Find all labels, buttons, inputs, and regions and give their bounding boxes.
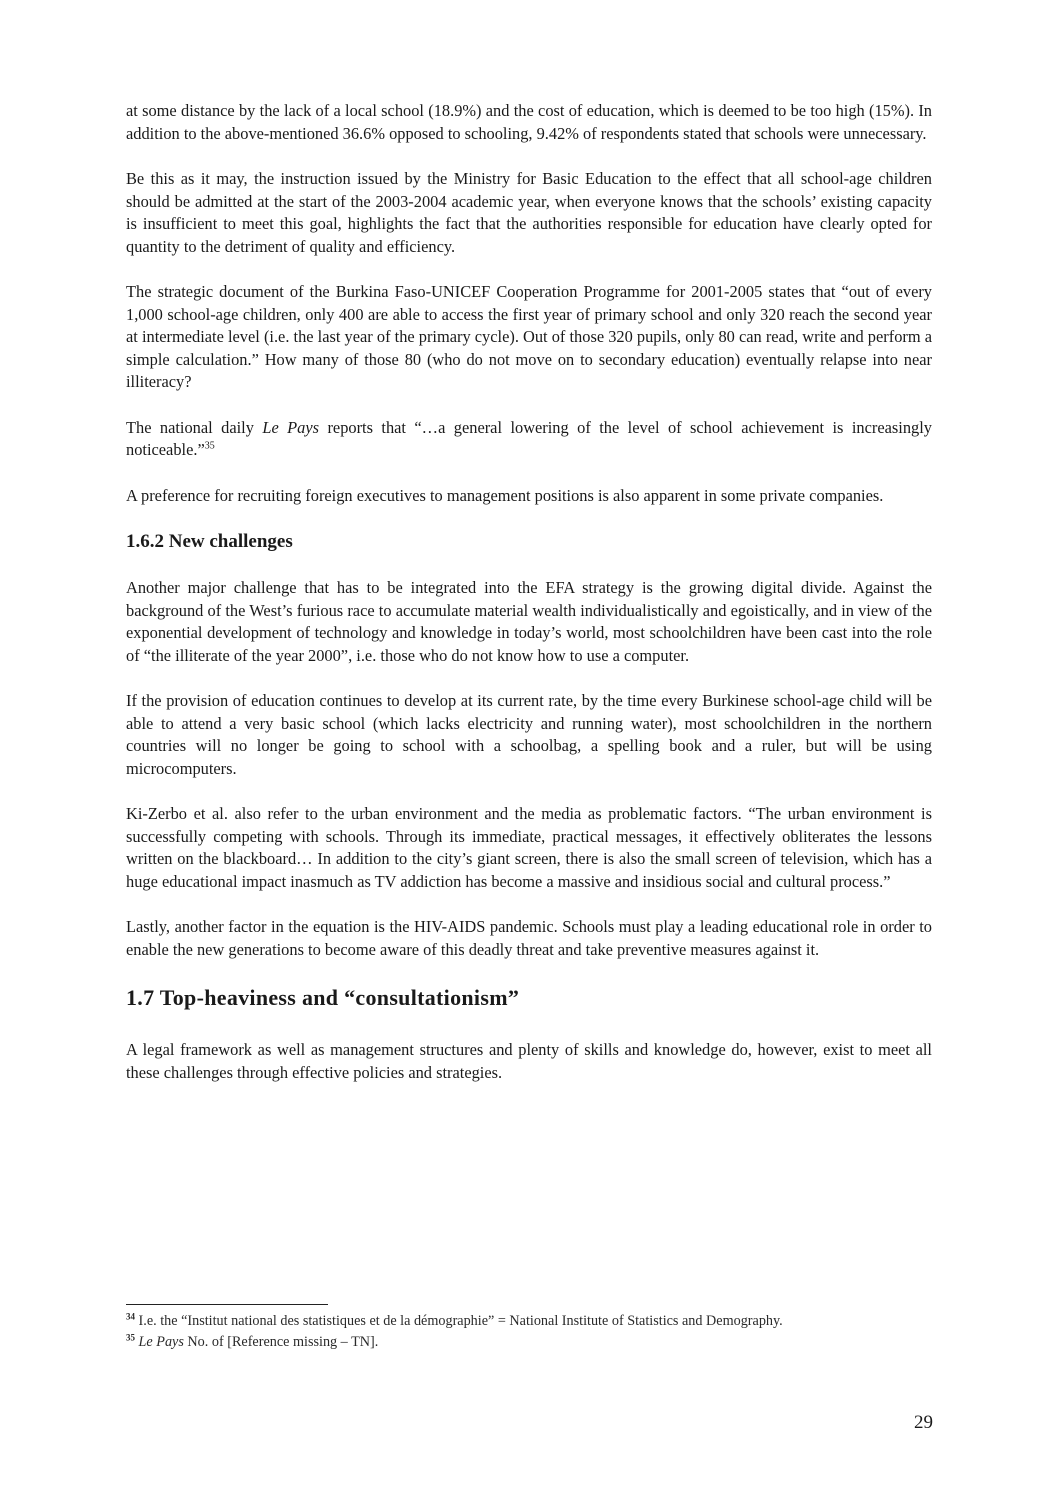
paragraph-4 <box>126 417 932 462</box>
page-number: 29 <box>914 1412 933 1433</box>
footnote-ref-35[interactable]: 35 <box>204 440 215 452</box>
footnotes <box>126 1304 932 1353</box>
document-body <box>126 100 932 1084</box>
paragraph-5: A preference for recruiting foreign executives to management positions is also apparent in some private companies. <box>126 485 884 505</box>
paragraph-4-after: reports that “…a general lowering of the level of school achievement is increasingly noticeable.” <box>126 417 932 459</box>
section-heading-1-6-2: 1.6.2 New challenges <box>126 531 293 552</box>
footnote-35-text: No. of [Reference missing – TN]. <box>183 1334 379 1350</box>
paragraph-8: Ki-Zerbo et al. also refer to the urban environment and the media as problematic factors. “The urban environment is successfully competing with schools. Through its immediate, practical messages, it effectively obliterates the lessons written on the blackboard… In addition to the city’s giant screen, there is also the small screen of television, which has a huge educational impact inasmuch as TV addiction has become a massive and insidious social and cultural process.” <box>126 804 932 891</box>
paragraph-9: Lastly, another factor in the equation is the HIV-AIDS pandemic. Schools must play a leading educational role in order to enable the new generations to become aware of this deadly threat and take preventive measures against it. <box>126 917 932 959</box>
paragraph-10: A legal framework as well as management structures and plenty of skills and knowledge do, however, exist to meet all these challenges through effective policies and strategies. <box>126 1040 932 1082</box>
paragraph-7: If the provision of education continues to develop at its current rate, by the time every Burkinese school-age child will be able to attend a very basic school (which lacks electricity and running water), most schoolchildren in the northern countries will no longer be going to school with a schoolbag, a spelling book and a ruler, but will be using microcomputers. <box>126 691 932 778</box>
footnote-number-34: 34 <box>126 1311 135 1322</box>
section-heading-1-7: 1.7 Top-heaviness and “consultationism” <box>126 985 520 1010</box>
footnote-34 <box>126 1311 932 1332</box>
footnote-35-title: Le Pays <box>138 1334 184 1350</box>
paragraph-3: The strategic document of the Burkina Faso-UNICEF Cooperation Programme for 2001-2005 states that “out of every 1,000 school-age children, only 400 are able to access the first year of primary school and only 320 reach the second year at intermediate level (i.e. the last year of the primary cycle). Out of those 320 pupils, only 80 can read, write and perform a simple calculation.” How many of those 80 (who do not move on to secondary education) eventually relapse into near illiteracy? <box>126 282 932 391</box>
footnote-35 <box>126 1332 932 1353</box>
footnote-34-text: I.e. the “Institut national des statistiques et de la démographie” = National Institute of Statistics and Demography. <box>135 1313 783 1329</box>
newspaper-title: Le Pays <box>262 417 320 437</box>
footnote-number-35: 35 <box>126 1332 135 1343</box>
paragraph-6: Another major challenge that has to be integrated into the EFA strategy is the growing digital divide. Against the background of the West’s furious race to accumulate material wealth individualistically and egoistically, and in view of the exponential development of technology and knowledge in today’s world, most schoolchildren have been cast into the role of “the illiterate of the year 2000”, i.e. those who do not know how to use a computer. <box>126 578 932 665</box>
paragraph-4-before: The national daily <box>126 417 263 437</box>
paragraph-1: at some distance by the lack of a local school (18.9%) and the cost of education, which is deemed to be too high (15%). In addition to the above-mentioned 36.6% opposed to schooling, 9.42% of respondents stated that schools were unnecessary. <box>126 101 932 143</box>
paragraph-2: Be this as it may, the instruction issued by the Ministry for Basic Education to the effect that all school-age children should be admitted at the start of the 2003-2004 academic year, when everyone knows that the schools’ existing capacity is insufficient to meet this goal, highlights the fact that the authorities responsible for education have clearly opted for quantity to the detriment of quality and efficiency. <box>126 169 932 256</box>
footnote-separator <box>126 1304 328 1305</box>
